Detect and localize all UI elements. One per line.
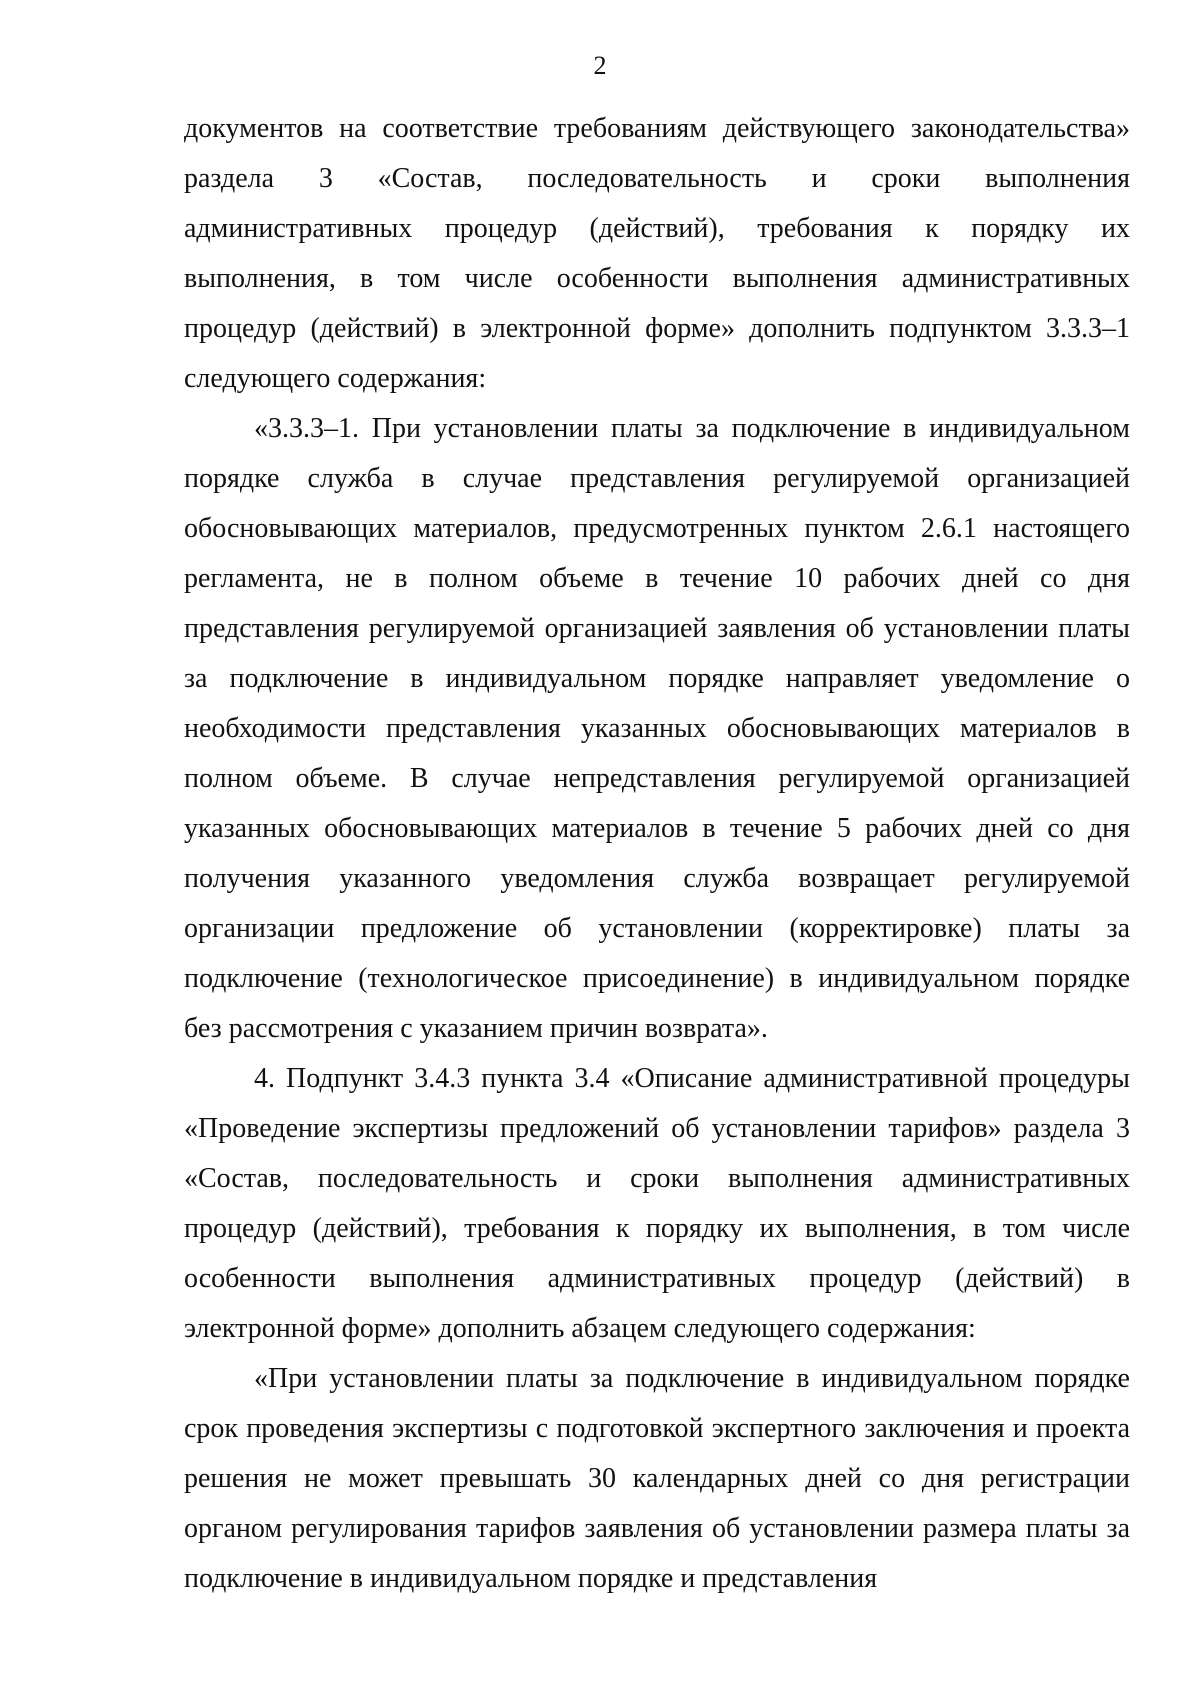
page-number: 2 <box>593 51 607 80</box>
paragraph-continuation: документов на соответствие требованиям действующего законодательства» раздела 3 «Состав, последовательность и сроки выполнения административных процедур (действий), требования к порядку их выполнения, в том числе особенности выполнения административных процедур (действий) в электронной форме» дополнить подпунктом 3.3.3–1 следующего содержания: <box>184 113 1130 394</box>
paragraph-quoted-addition: «При установлении платы за подключение в индивидуальном порядке срок проведения экспертизы с подготовкой экспертного заключения и проекта решения не может превышать 30 календарных дней со дня регистрации органом регулирования тарифов заявления об установлении размера платы за подключение в индивидуальном порядке и представления <box>184 1363 1130 1594</box>
document-body <box>184 104 1130 1604</box>
paragraph-item-4: 4. Подпункт 3.4.3 пункта 3.4 «Описание административной процедуры «Проведение экспертизы предложений об установлении тарифов» раздела 3 «Состав, последовательность и сроки выполнения административных процедур (действий), требования к порядку их выполнения, в том числе особенности выполнения административных процедур (действий) в электронной форме» дополнить абзацем следующего содержания: <box>184 1063 1130 1344</box>
paragraph-subclause-3-3-3-1: «3.3.3–1. При установлении платы за подключение в индивидуальном порядке служба в случае представления регулируемой организацией обосновывающих материалов, предусмотренных пунктом 2.6.1 настоящего регламента, не в полном объеме в течение 10 рабочих дней со дня представления регулируемой организацией заявления об установлении платы за подключение в индивидуальном порядке направляет уведомление о необходимости представления указанных обосновывающих материалов в полном объеме. В случае непредставления регулируемой организацией указанных обосновывающих материалов в течение 5 рабочих дней со дня получения указанного уведомления служба возвращает регулируемой организации предложение об установлении (корректировке) платы за подключение (технологическое присоединение) в индивидуальном порядке без рассмотрения с указанием причин возврата». <box>184 413 1130 1044</box>
